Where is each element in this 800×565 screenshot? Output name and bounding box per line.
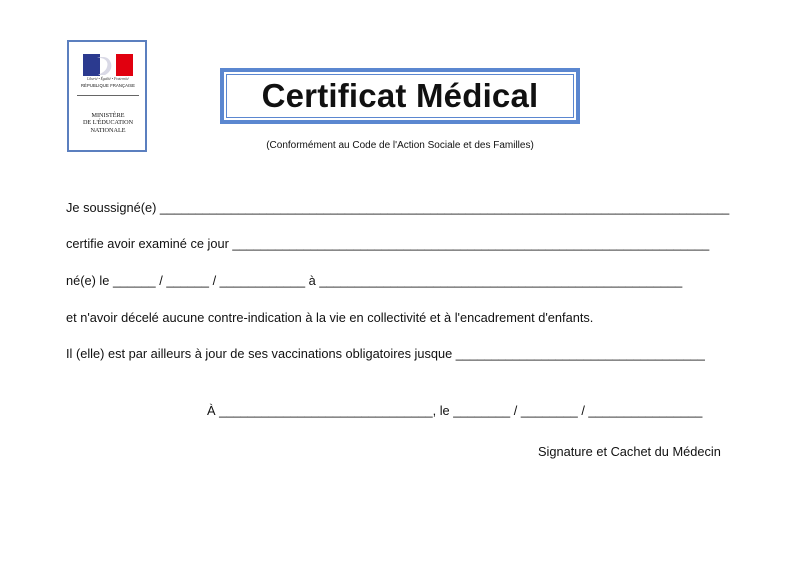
logo-ministry [73,112,143,134]
logo-republic: RÉPUBLIQUE FRANÇAISE [80,83,136,88]
page-title: Certificat Médical [261,77,539,114]
logo-divider [77,95,139,96]
form-line-no-contraindication: et n'avoir décelé aucune contre-indication à la vie en collectivité et à l'encadrement d'enfants. [66,310,594,325]
subtitle-text: (Conformément au Code de l'Action Sociale et des Familles) [266,140,534,151]
form-line-vaccinations: Il (elle) est par ailleurs à jour de ses vaccinations obligatoires jusque ___________________________________ [66,346,705,361]
signature-label: Signature et Cachet du Médecin [538,444,721,459]
form-line-birth: né(e) le ______ / ______ / ____________ à ___________________________________________________ [66,273,683,288]
form-line-name: Je soussigné(e) ________________________________________________________________________________ [66,200,730,215]
form-line-place-date: À ______________________________, le ________ / ________ / ________________ [207,403,703,418]
ministry-logo [67,40,147,152]
marianne-flag-icon [83,54,133,76]
form-line-exam-date: certifie avoir examiné ce jour ___________________________________________________________________ [66,236,710,251]
logo-ministry-line: MINISTÈRE [91,112,125,119]
logo-ministry-line: DE L'ÉDUCATION [82,119,134,127]
logo-motto: Liberté • Égalité • Fraternité [87,77,129,81]
logo-ministry-line: NATIONALE [90,126,126,134]
page-subtitle [0,140,800,151]
title-frame [220,68,580,124]
